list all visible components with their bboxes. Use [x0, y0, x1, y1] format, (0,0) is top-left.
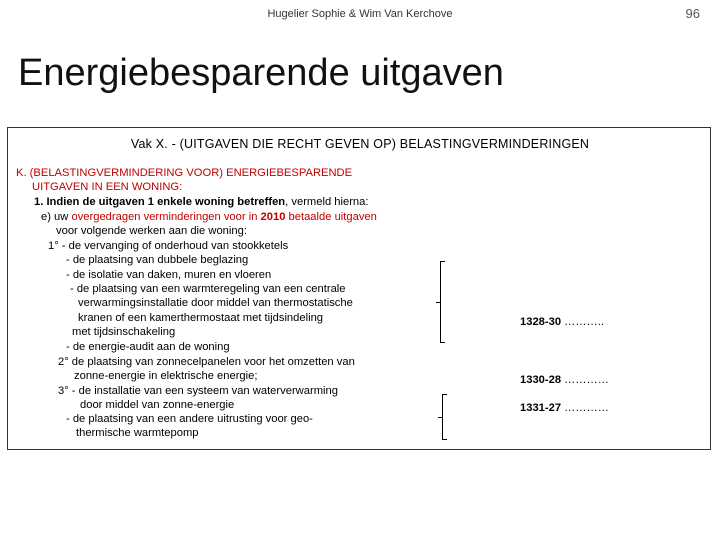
- item-boilers: 1° - de vervanging of onderhoud van stookketels: [48, 240, 289, 252]
- line-e-paid: betaalde uitgaven: [285, 211, 377, 223]
- item-double-glazing: - de plaatsing van dubbele beglazing: [66, 254, 249, 266]
- item-heat-pump-2: thermische warmtepomp: [76, 427, 199, 439]
- code-2-field: …………: [561, 374, 609, 386]
- code-1331-27: [520, 402, 609, 414]
- code-1-number: 1328-30: [520, 316, 562, 328]
- code-1330-28: [520, 374, 609, 386]
- box-heading: Vak X. - (UITGAVEN DIE RECHT GEVEN OP) BELASTINGVERMINDERINGEN: [130, 137, 590, 151]
- header-authors: Hugelier Sophie & Wim Van Kerchove: [267, 8, 453, 20]
- code-1328-30: [520, 316, 604, 328]
- code-3-number: 1331-27: [520, 402, 562, 414]
- code-1-field: ………..: [561, 316, 604, 328]
- bracket-1: [440, 261, 451, 343]
- condition-line: [34, 195, 368, 209]
- page-title: Energiebesparende uitgaven: [18, 52, 504, 94]
- item-heat-pump-1: - de plaatsing van een andere uitrusting voor geo-: [66, 413, 313, 425]
- line-e-prefix: e) uw: [41, 211, 72, 223]
- item-heating-control-2: verwarmingsinstallatie door middel van thermostatische: [78, 297, 353, 309]
- tax-form-box: [7, 127, 711, 450]
- item-heating-control-3: kranen of een kamerthermostaat met tijdsindeling: [78, 312, 324, 324]
- bracket-2: [442, 394, 453, 440]
- line-e-1: [41, 210, 377, 224]
- item-heating-control-4: met tijdsinschakeling: [72, 326, 176, 338]
- page-number: 96: [685, 6, 700, 21]
- item-energy-audit: - de energie-audit aan de woning: [66, 341, 230, 353]
- item-heating-control-1: - de plaatsing van een warmteregeling van een centrale: [70, 283, 346, 295]
- line-e-2: voor volgende werken aan die woning:: [56, 225, 247, 237]
- line-e-transferred: overgedragen verminderingen voor in: [71, 211, 261, 223]
- item-solar-panels-2: zonne-energie in elektrische energie;: [74, 370, 258, 382]
- item-solar-water-2: door middel van zonne-energie: [80, 399, 235, 411]
- section-title-line-2: UITGAVEN IN EEN WONING:: [32, 181, 183, 193]
- line-e-year: 2010: [260, 211, 286, 223]
- condition-rest: , vermeld hierna:: [285, 196, 369, 208]
- item-solar-water-1: 3° - de installatie van een systeem van waterverwarming: [58, 385, 338, 397]
- section-title-line-1: K. (BELASTINGVERMINDERING VOOR) ENERGIEBESPARENDE: [16, 167, 353, 179]
- code-3-field: …………: [561, 402, 609, 414]
- condition-bold: 1. Indien de uitgaven 1 enkele woning betreffen: [34, 196, 286, 208]
- item-insulation: - de isolatie van daken, muren en vloeren: [66, 269, 272, 281]
- item-solar-panels-1: 2° de plaatsing van zonnecelpanelen voor het omzetten van: [58, 356, 355, 368]
- code-2-number: 1330-28: [520, 374, 562, 386]
